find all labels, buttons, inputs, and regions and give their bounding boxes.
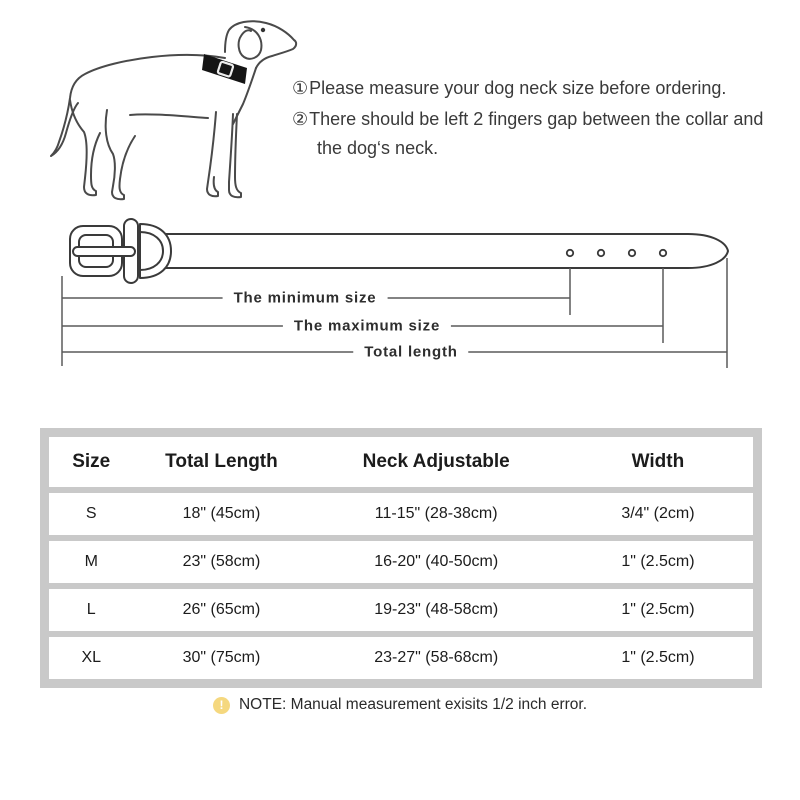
column-header-size: Size (72, 451, 111, 472)
cell-size: S (85, 505, 97, 522)
instruction-number-2: ② (292, 109, 309, 129)
note-row (0, 696, 800, 714)
cell-width: 3/4" (2cm) (621, 505, 695, 522)
dog-back-tail-line (51, 55, 225, 156)
cell-total-length: 18" (45cm) (182, 505, 261, 522)
collar-hole-2 (598, 250, 604, 256)
cell-neck-adjustable: 23-27" (58-68cm) (374, 649, 499, 666)
cell-total-length: 26" (65cm) (182, 601, 261, 618)
minimum-size-label: The minimum size (223, 290, 388, 307)
cell-neck-adjustable: 16-20" (40-50cm) (374, 553, 499, 570)
instruction-item-2 (292, 105, 774, 163)
cell-width: 1" (2.5cm) (621, 649, 695, 666)
instruction-item-1 (292, 74, 774, 103)
table-header-row (49, 437, 753, 487)
cell-width: 1" (2.5cm) (621, 553, 695, 570)
column-header-width: Width (631, 451, 685, 472)
size-table (40, 428, 762, 688)
dog-eye (261, 28, 265, 32)
collar-hole-1 (567, 250, 573, 256)
collar-buckle-prong (73, 247, 135, 256)
instructions-list (292, 74, 774, 165)
table-row-s (49, 493, 753, 535)
cell-neck-adjustable: 11-15" (28-38cm) (374, 505, 498, 522)
dog-ear (239, 27, 262, 59)
table-row-l (49, 589, 753, 631)
total-length-label: Total length (353, 344, 468, 361)
instruction-text-2: There should be left 2 fingers gap between the collar and the dog‘s neck. (309, 109, 764, 158)
cell-size: XL (81, 649, 102, 666)
cell-total-length: 23" (58cm) (182, 553, 261, 570)
instruction-number-1: ① (292, 78, 309, 98)
cell-size: L (86, 601, 96, 618)
note-text: NOTE: Manual measurement exisits 1/2 inch error. (238, 696, 588, 713)
table-row-m (49, 541, 753, 583)
cell-neck-adjustable: 19-23" (48-58cm) (374, 601, 499, 618)
column-header-neck-adjustable: Neck Adjustable (362, 451, 510, 472)
cell-total-length: 30" (75cm) (182, 649, 261, 666)
dog-front-leg-near (229, 114, 241, 197)
cell-width: 1" (2.5cm) (621, 601, 695, 618)
maximum-size-label: The maximum size (283, 318, 451, 335)
warning-icon: ! (213, 697, 230, 714)
instruction-text-1: Please measure your dog neck size before ordering. (309, 78, 727, 98)
table-row-xl (49, 637, 753, 679)
collar-measurement-diagram (40, 210, 760, 380)
dog-hind-leg-far (70, 100, 100, 195)
cell-size: M (84, 553, 98, 570)
dog-hind-leg-near (106, 110, 135, 199)
dog-illustration (40, 10, 300, 210)
collar-strap (136, 234, 728, 268)
dog-front-leg-far (207, 112, 218, 196)
collar-hole-4 (660, 250, 666, 256)
collar-hole-3 (629, 250, 635, 256)
column-header-total-length: Total Length (165, 451, 278, 472)
dog-belly-line (130, 114, 208, 118)
